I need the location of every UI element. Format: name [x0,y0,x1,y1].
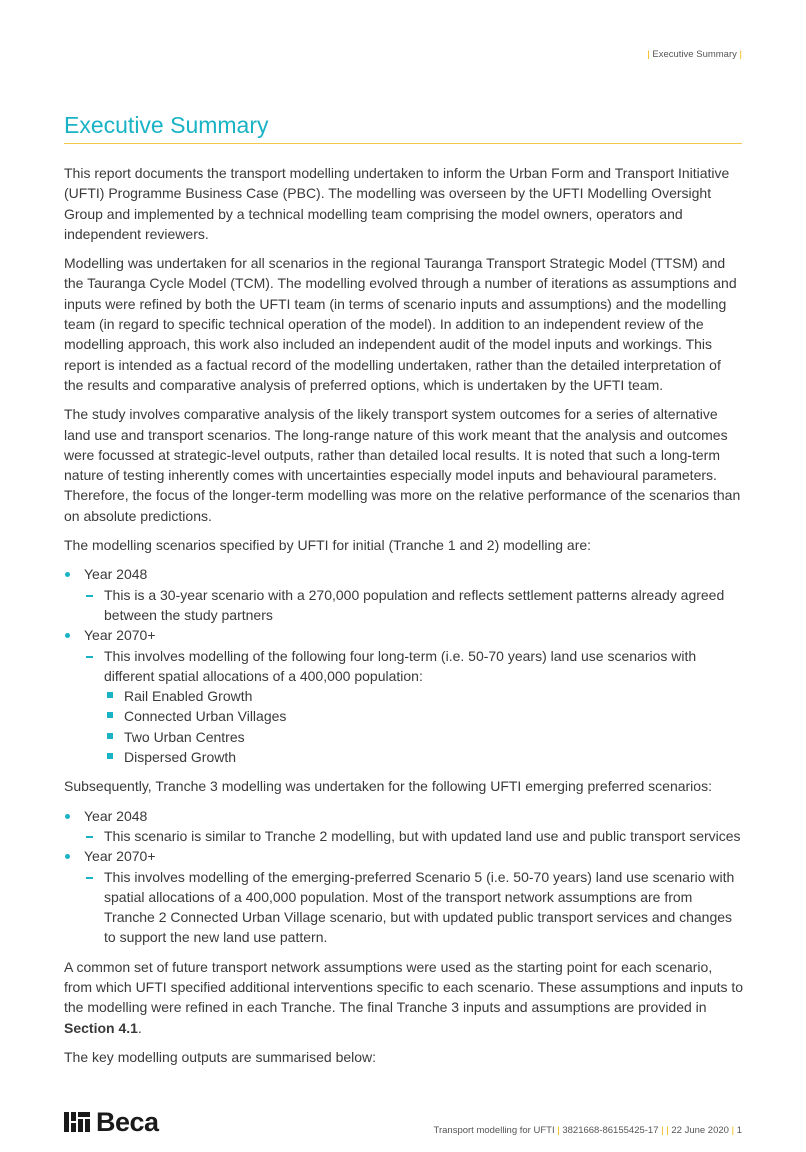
bullet-icon [65,854,70,859]
paragraph: This report documents the transport modelling undertaken to inform the Urban Form and Transport Initiative (UFTI) Programme Business Case (PBC). The modelling was overseen by the UFTI Modelling Oversight Group and implemented by a technical modelling team comprising the model owners, operators and independent reviewers. [64,165,730,242]
square-bullet-icon [107,712,113,718]
bullet-icon [65,633,70,638]
title-divider [64,143,742,144]
scenario-label: Rail Enabled Growth [124,688,253,705]
tranche-3-scenario-list [64,806,744,948]
list-item [64,564,744,625]
footer-doc-title: Transport modelling for UFTI [433,1125,555,1136]
scenario-label: Connected Urban Villages [124,708,287,725]
scenario-label: Two Urban Centres [124,728,245,745]
footer-page-number: 1 [736,1125,742,1136]
list-item-label: Year 2070+ [84,627,156,644]
list-item-label: Year 2070+ [84,848,156,865]
paragraph: Subsequently, Tranche 3 modelling was undertaken for the following UFTI emerging preferred scenarios: [64,778,712,795]
list-item [64,625,744,767]
page-title: Executive Summary [64,112,269,138]
bullet-icon [65,572,70,577]
scenario-label: Dispersed Growth [124,749,237,766]
tranche-1-2-scenario-list [64,564,744,767]
scenario-item [104,706,744,726]
dash-bullet-icon [86,595,93,597]
sub-list-text: This involves modelling of the following four long-term (i.e. 50-70 years) land use scenarios with different spatial allocations of a 400,000 population: [104,647,697,684]
list-item [64,806,744,847]
dash-bullet-icon [86,836,93,838]
page-footer: Transport modelling for UFTI | 3821668-86155425-17 | | 22 June 2020 | 1 [433,1125,742,1136]
footer-doc-ref: 3821668-86155425-17 [562,1125,659,1136]
sub-list-text: This involves modelling of the emerging-preferred Scenario 5 (i.e. 50-70 years) land use scenario with spatial allocations of a 400,000 population. Most of the transport network assumptions are from Tranche 2 Connected Urban Village scenario, but with updated public transport services and changes to support the new land use pattern. [104,868,735,946]
paragraph-text: . [137,1019,142,1036]
list-item [64,846,744,947]
running-header: | Executive Summary | [647,49,742,60]
list-item-label: Year 2048 [84,566,148,583]
sub-list-item [84,646,744,768]
section-reference-link[interactable]: Section 4.1 [64,1019,138,1036]
dash-bullet-icon [86,656,93,658]
footer-date: 22 June 2020 [671,1125,729,1136]
scenario-item [104,686,744,706]
paragraph: Modelling was undertaken for all scenarios in the regional Tauranga Transport Strategic Model (TTSM) and the Tauranga Cycle Model (TCM). The modelling evolved through a number of iterations as assumptions and inputs were refined by both the UFTI team (in terms of scenario inputs and assumptions) and the modelling team (in regard to specific technical operation of the model). In addition to an independent review of the modelling approach, this work also included an independent audit of the model inputs and workings. This report is intended as a factual record of the modelling undertaken, rather than the detailed interpretation of the results and comparative analysis of preferred options, which is undertaken by the UFTI team. [64,255,737,393]
square-bullet-icon [107,753,113,759]
scenario-item [104,747,744,767]
sub-list-item [84,826,744,846]
sub-list-text: This scenario is similar to Tranche 2 modelling, but with updated land use and public transport services [104,827,741,844]
bullet-icon [65,814,70,819]
beca-logo [64,1108,159,1136]
list-item-label: Year 2048 [84,807,148,824]
paragraph: The study involves comparative analysis of the likely transport system outcomes for a series of alternative land use and transport scenarios. The long-range nature of this work meant that the analysis and outcomes were focussed at strategic-level outputs, rather than detailed local results. It is noted that such a long-term nature of testing inherently comes with uncertainties especially model inputs and behavioural parameters. Therefore, the focus of the longer-term modelling was more on the relative performance of the scenarios than on absolute predictions. [64,406,741,524]
scenario-list [104,686,744,767]
square-bullet-icon [107,733,113,739]
running-header-title: Executive Summary [652,49,737,60]
scenario-item [104,727,744,747]
beca-logo-text: Beca [96,1106,159,1137]
beca-logo-mark-icon [64,1110,90,1134]
main-content [64,163,744,1076]
square-bullet-icon [107,692,113,698]
sub-list-item [84,867,744,948]
paragraph [64,957,744,1038]
paragraph-text: A common set of future transport network assumptions were used as the starting point for each scenario, from which UFTI specified additional interventions specific to each scenario. These assumptions and inputs to the modelling were refined in each Tranche. The final Tranche 3 inputs and assumptions are provided in [64,958,744,1016]
sub-list-item [84,585,744,626]
sub-list-text: This is a 30-year scenario with a 270,000 population and reflects settlement patterns already agreed between the study partners [104,586,725,623]
dash-bullet-icon [86,877,93,879]
paragraph: The key modelling outputs are summarised below: [64,1048,377,1065]
paragraph: The modelling scenarios specified by UFTI for initial (Tranche 1 and 2) modelling are: [64,537,592,554]
